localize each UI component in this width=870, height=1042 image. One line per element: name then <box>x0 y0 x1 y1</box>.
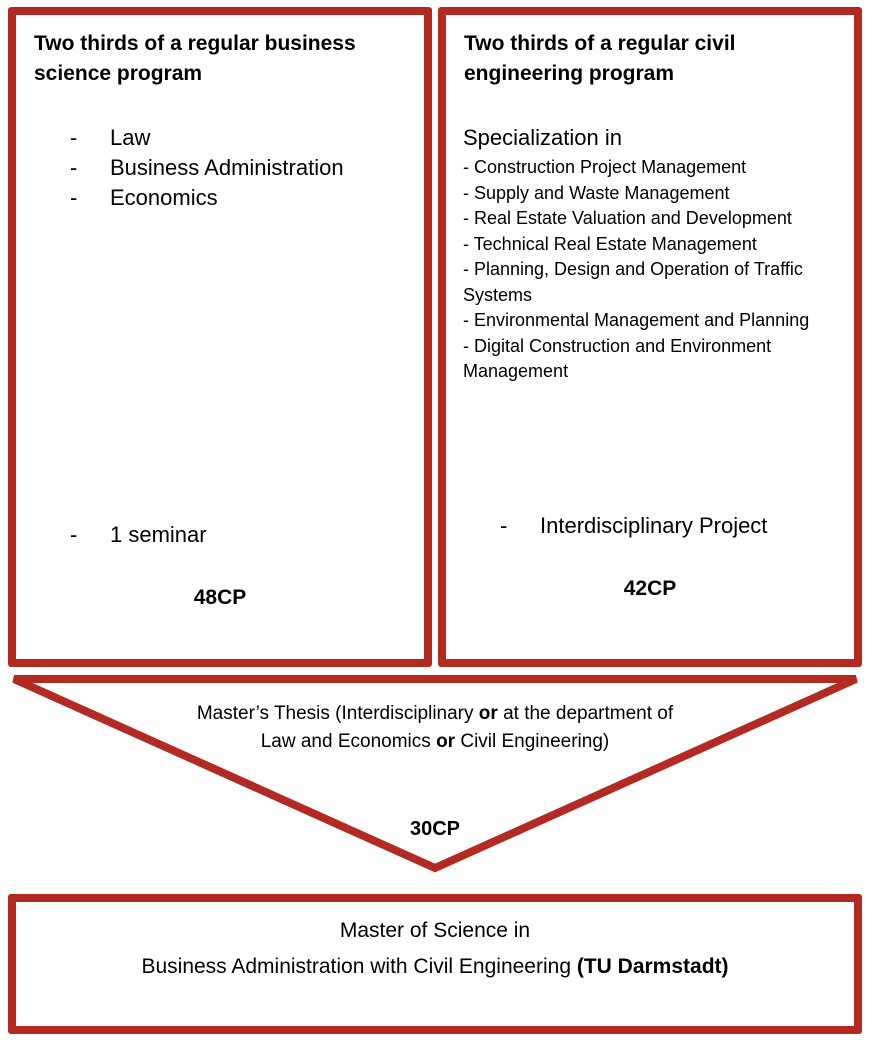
thesis-or-emphasis: or <box>478 703 498 724</box>
project-list <box>500 511 767 541</box>
degree-box <box>8 894 862 1034</box>
degree-name-line <box>16 952 854 982</box>
specialization-item: - Construction Project Management <box>463 157 747 177</box>
business-program-box <box>8 7 432 667</box>
civil-engineering-credits: 42CP <box>623 577 677 600</box>
thesis-credits: 30CP <box>409 818 461 840</box>
specialization-item: - Supply and Waste Management <box>463 182 730 203</box>
business-subject-item: - Law <box>70 123 344 153</box>
degree-university: (TU Darmstadt) <box>576 955 729 978</box>
thesis-text-part: Master’s Thesis (Interdisciplinary <box>196 703 479 724</box>
thesis-text-part: at the department of Law and Economics <box>260 703 674 752</box>
specialization-item: - Digital Construction and Environment Management <box>463 335 772 381</box>
specialization-item: - Environmental Management and Planning <box>463 310 810 330</box>
business-program-title: Two thirds of a regular business science program <box>34 32 356 85</box>
specialization-heading: Specialization in <box>463 125 622 150</box>
business-seminar-list <box>70 520 207 550</box>
business-subjects-list <box>70 123 344 213</box>
thesis-description <box>190 700 680 756</box>
business-credits: 48CP <box>193 586 247 609</box>
specialization-list <box>463 155 843 385</box>
interdisciplinary-project-item: - Interdisciplinary Project <box>500 511 767 541</box>
specialization-item: - Real Estate Valuation and Development <box>463 208 792 228</box>
civil-engineering-program-box <box>438 7 862 667</box>
thesis-text-part: Civil Engineering) <box>455 731 610 752</box>
business-subject-item: - Economics <box>70 183 344 213</box>
thesis-or-emphasis: or <box>436 731 456 752</box>
business-subject-item: - Business Administration <box>70 153 344 183</box>
business-seminar-item: - 1 seminar <box>70 520 207 550</box>
degree-name-text: Business Administration with Civil Engineering <box>141 955 577 978</box>
specialization-item: - Planning, Design and Operation of Traffic Systems <box>463 259 803 305</box>
civil-engineering-program-title: Two thirds of a regular civil engineering program <box>464 32 736 85</box>
specialization-item: - Technical Real Estate Management <box>463 233 757 254</box>
degree-title-line: Master of Science in <box>339 919 531 942</box>
